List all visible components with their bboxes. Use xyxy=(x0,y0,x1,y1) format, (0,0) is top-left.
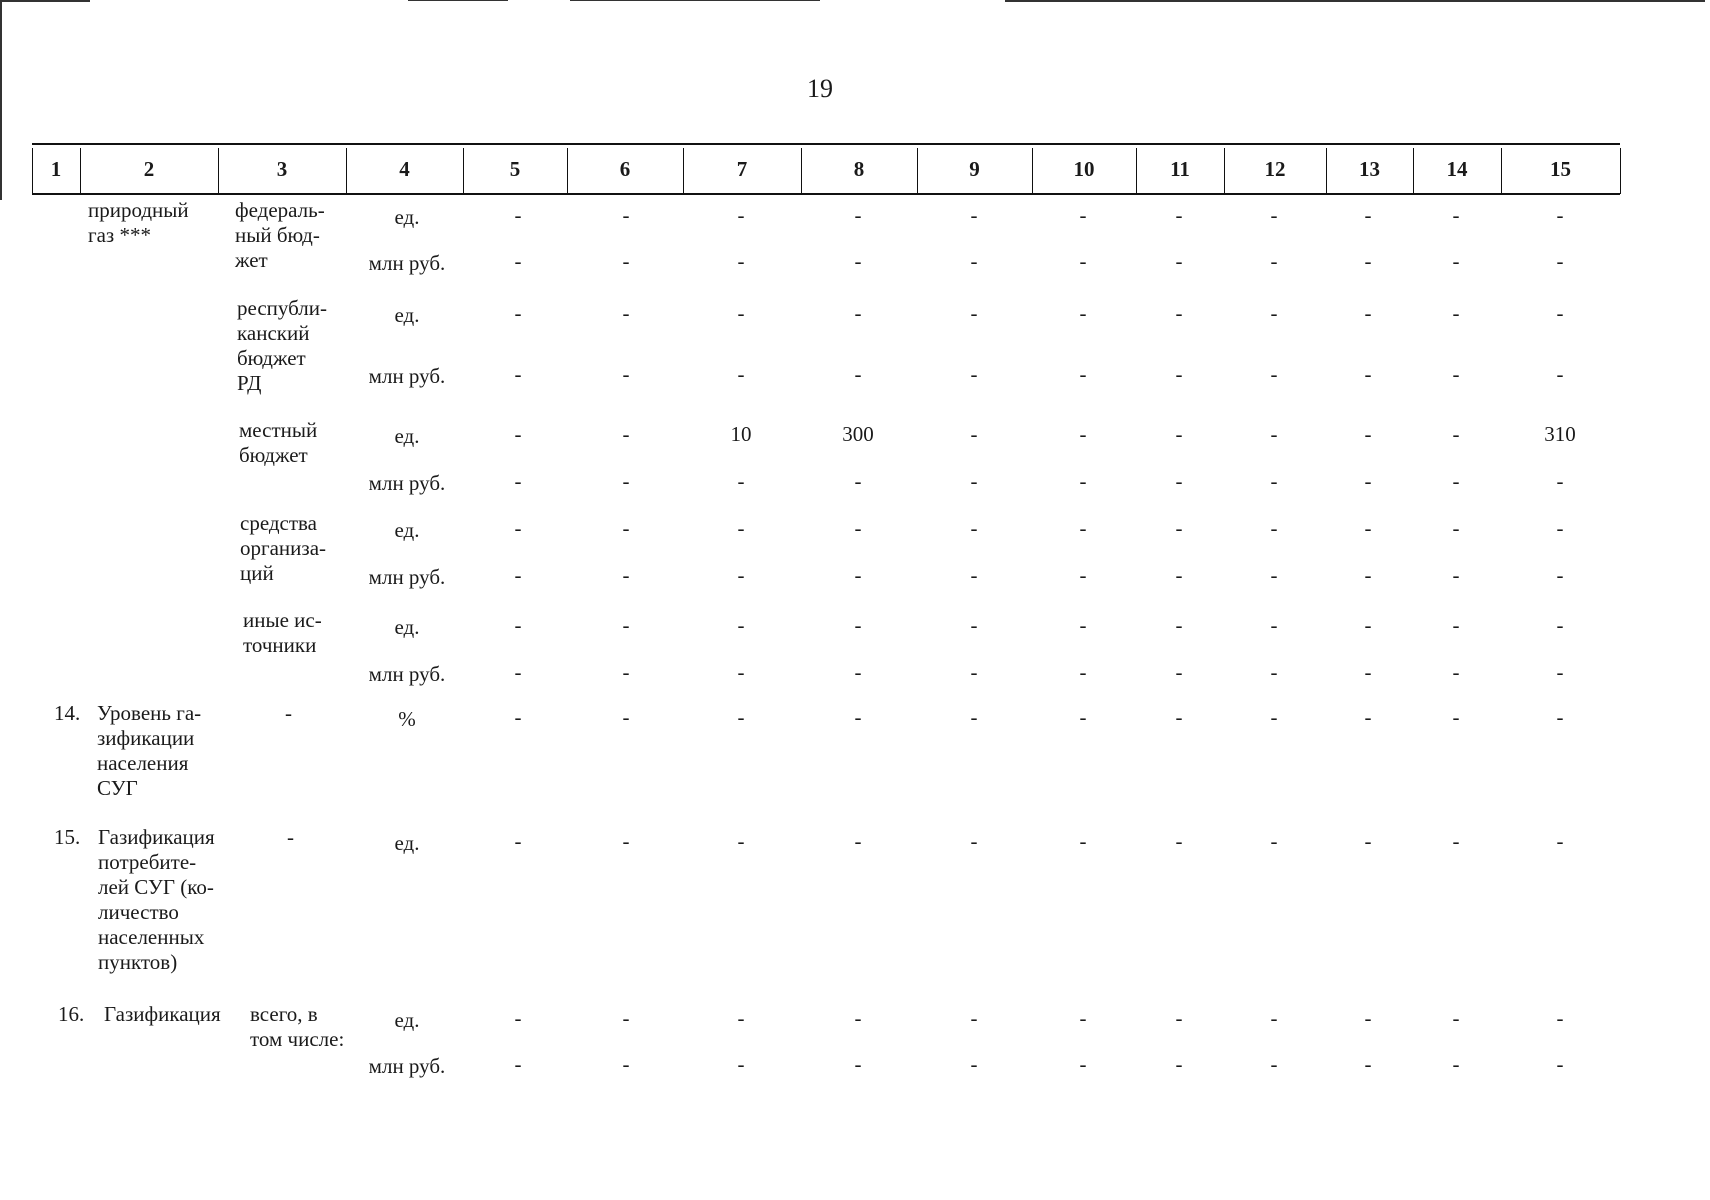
value-cell: - xyxy=(1270,660,1278,684)
value-cell: - xyxy=(1079,203,1087,227)
value-cell: - xyxy=(737,563,745,587)
value-cell: - xyxy=(622,422,630,446)
row15-number: 15. xyxy=(54,825,81,849)
unit-cell: ед. xyxy=(394,1008,420,1032)
value-cell: - xyxy=(514,1006,522,1030)
value-cell: - xyxy=(1079,563,1087,587)
republic-budget-label: республи- канский бюджет РД xyxy=(237,296,327,395)
header-cell-14: 14 xyxy=(1446,157,1468,181)
unit-cell: ед. xyxy=(394,518,420,542)
local-budget-label: местный бюджет xyxy=(239,418,318,467)
value-cell: - xyxy=(1079,422,1087,446)
header-cell-13: 13 xyxy=(1359,157,1380,181)
value-cell: - xyxy=(1270,705,1278,729)
row16-title: Газификация xyxy=(104,1002,221,1026)
value-cell: - xyxy=(1452,613,1460,637)
row14-title: Уровень га- зификации населения СУГ xyxy=(97,701,202,800)
value-cell: - xyxy=(737,516,745,540)
value-cell: - xyxy=(854,613,862,637)
value-cell: - xyxy=(622,660,630,684)
value-cell: - xyxy=(1079,1052,1087,1076)
value-cell: - xyxy=(514,249,522,273)
value-cell: - xyxy=(970,422,978,446)
value-cell: - xyxy=(1452,203,1460,227)
value-cell: - xyxy=(1270,249,1278,273)
row15-title: Газификация потребите- лей СУГ (ко- личество населенных пунктов) xyxy=(98,825,215,974)
row16-number: 16. xyxy=(58,1002,85,1026)
header-divider xyxy=(1620,148,1621,194)
header-cell-7: 7 xyxy=(736,157,748,181)
unit-cell: млн руб. xyxy=(368,364,446,388)
value-cell: - xyxy=(1175,203,1183,227)
value-cell: - xyxy=(854,1006,862,1030)
value-cell: - xyxy=(514,1052,522,1076)
scan-edge xyxy=(0,0,2,200)
value-cell: - xyxy=(1452,563,1460,587)
value-cell: - xyxy=(622,563,630,587)
value-cell: - xyxy=(1452,469,1460,493)
value-cell: - xyxy=(970,469,978,493)
value-cell: - xyxy=(1175,660,1183,684)
value-cell: - xyxy=(1270,301,1278,325)
unit-cell: % xyxy=(398,707,416,731)
value-cell: - xyxy=(737,613,745,637)
header-cell-1: 1 xyxy=(50,157,62,181)
value-cell: - xyxy=(1556,563,1564,587)
value-cell: - xyxy=(854,516,862,540)
value-cell: - xyxy=(970,563,978,587)
value-cell: - xyxy=(622,249,630,273)
row14-source: - xyxy=(285,701,292,725)
value-cell: - xyxy=(1079,249,1087,273)
header-cell-15: 15 xyxy=(1550,157,1571,181)
value-cell: - xyxy=(1452,829,1460,853)
unit-cell: млн руб. xyxy=(368,565,446,589)
value-cell: - xyxy=(1079,362,1087,386)
value-cell: - xyxy=(737,469,745,493)
scan-edge xyxy=(0,0,90,2)
value-cell: - xyxy=(1452,660,1460,684)
header-cell-9: 9 xyxy=(969,157,980,181)
value-cell: - xyxy=(854,660,862,684)
value-cell: - xyxy=(1364,1006,1372,1030)
value-cell: - xyxy=(514,469,522,493)
value-cell: - xyxy=(1364,469,1372,493)
value-cell: - xyxy=(854,249,862,273)
value-cell: - xyxy=(1452,705,1460,729)
value-cell: - xyxy=(1270,1006,1278,1030)
row15-source: - xyxy=(287,825,294,849)
value-cell: - xyxy=(737,203,745,227)
value-cell: - xyxy=(854,563,862,587)
value-cell: - xyxy=(737,1052,745,1076)
value-cell: - xyxy=(737,705,745,729)
value-cell: - xyxy=(1175,705,1183,729)
unit-cell: ед. xyxy=(394,831,420,855)
value-cell: - xyxy=(514,301,522,325)
value-cell: - xyxy=(970,301,978,325)
value-cell: - xyxy=(1175,613,1183,637)
value-cell: - xyxy=(514,422,522,446)
value-cell: - xyxy=(1175,469,1183,493)
value-cell: - xyxy=(1452,301,1460,325)
value-cell: - xyxy=(622,362,630,386)
value-cell: - xyxy=(1556,203,1564,227)
value-cell: - xyxy=(854,1052,862,1076)
value-cell: - xyxy=(1270,516,1278,540)
value-cell: - xyxy=(1364,1052,1372,1076)
value-cell: - xyxy=(1175,249,1183,273)
row16-source: всего, в том числе: xyxy=(250,1002,345,1051)
value-cell: - xyxy=(1175,829,1183,853)
value-cell: - xyxy=(1556,249,1564,273)
value-cell: - xyxy=(1452,422,1460,446)
value-cell: - xyxy=(1270,613,1278,637)
value-cell: - xyxy=(1364,422,1372,446)
value-cell: - xyxy=(1364,203,1372,227)
value-cell: - xyxy=(970,203,978,227)
value-cell: - xyxy=(737,829,745,853)
value-cell: - xyxy=(854,203,862,227)
value-cell: - xyxy=(1270,563,1278,587)
scan-edge xyxy=(1005,0,1705,2)
value-cell: - xyxy=(854,301,862,325)
value-cell: - xyxy=(1270,1052,1278,1076)
header-cell-3: 3 xyxy=(276,157,288,181)
value-cell: - xyxy=(970,516,978,540)
value-cell: - xyxy=(1452,1052,1460,1076)
value-cell: - xyxy=(970,1006,978,1030)
value-cell: - xyxy=(1556,469,1564,493)
value-cell: - xyxy=(1270,362,1278,386)
value-cell: - xyxy=(1079,660,1087,684)
natural-gas-label: природный газ *** xyxy=(88,198,189,247)
value-cell: 300 xyxy=(842,422,874,446)
value-cell: 310 xyxy=(1544,422,1576,446)
value-cell: - xyxy=(1079,1006,1087,1030)
value-cell: - xyxy=(1364,563,1372,587)
value-cell: - xyxy=(737,660,745,684)
value-cell: - xyxy=(622,1052,630,1076)
value-cell: - xyxy=(1079,516,1087,540)
header-cell-10: 10 xyxy=(1073,157,1095,181)
value-cell: - xyxy=(1175,1006,1183,1030)
value-cell: - xyxy=(622,705,630,729)
table-header-top-rule xyxy=(32,143,1620,145)
value-cell: - xyxy=(514,563,522,587)
value-cell: - xyxy=(514,362,522,386)
value-cell: - xyxy=(737,1006,745,1030)
value-cell: - xyxy=(1452,516,1460,540)
value-cell: - xyxy=(1364,301,1372,325)
header-cell-5: 5 xyxy=(509,157,521,181)
unit-cell: ед. xyxy=(394,424,420,448)
page-number: 19 xyxy=(807,74,833,103)
unit-cell: млн руб. xyxy=(368,662,446,686)
org-funds-label: средства организа- ций xyxy=(240,511,327,585)
value-cell: - xyxy=(1556,829,1564,853)
value-cell: - xyxy=(854,362,862,386)
header-cell-4: 4 xyxy=(399,157,410,181)
value-cell: - xyxy=(1556,705,1564,729)
value-cell: - xyxy=(970,829,978,853)
header-cell-8: 8 xyxy=(853,157,865,181)
value-cell: - xyxy=(854,705,862,729)
other-sources-label: иные ис- точники xyxy=(243,608,322,657)
value-cell: - xyxy=(970,660,978,684)
value-cell: - xyxy=(1452,362,1460,386)
unit-cell: ед. xyxy=(394,303,420,327)
value-cell: - xyxy=(1556,660,1564,684)
unit-cell: млн руб. xyxy=(368,1054,446,1078)
header-cell-11: 11 xyxy=(1170,157,1190,181)
table-header-bottom-rule xyxy=(32,193,1620,195)
value-cell: - xyxy=(1452,249,1460,273)
value-cell: - xyxy=(1364,705,1372,729)
unit-cell: млн руб. xyxy=(368,251,446,275)
value-cell: - xyxy=(1270,469,1278,493)
value-cell: - xyxy=(1079,301,1087,325)
value-cell: - xyxy=(514,203,522,227)
value-cell: - xyxy=(1175,563,1183,587)
value-cell: - xyxy=(514,829,522,853)
value-cell: - xyxy=(622,516,630,540)
value-cell: 10 xyxy=(730,422,752,446)
value-cell: - xyxy=(1079,469,1087,493)
value-cell: - xyxy=(1364,249,1372,273)
row14-number: 14. xyxy=(54,701,81,725)
value-cell: - xyxy=(622,829,630,853)
value-cell: - xyxy=(970,613,978,637)
value-cell: - xyxy=(622,469,630,493)
value-cell: - xyxy=(1270,829,1278,853)
value-cell: - xyxy=(1364,613,1372,637)
value-cell: - xyxy=(1175,301,1183,325)
value-cell: - xyxy=(1175,516,1183,540)
value-cell: - xyxy=(737,249,745,273)
value-cell: - xyxy=(622,613,630,637)
value-cell: - xyxy=(514,613,522,637)
value-cell: - xyxy=(514,705,522,729)
value-cell: - xyxy=(1556,516,1564,540)
value-cell: - xyxy=(1364,660,1372,684)
value-cell: - xyxy=(1079,705,1087,729)
value-cell: - xyxy=(622,301,630,325)
value-cell: - xyxy=(1175,422,1183,446)
value-cell: - xyxy=(514,660,522,684)
value-cell: - xyxy=(514,516,522,540)
value-cell: - xyxy=(1364,516,1372,540)
value-cell: - xyxy=(737,362,745,386)
value-cell: - xyxy=(970,1052,978,1076)
value-cell: - xyxy=(970,705,978,729)
federal-budget-label: федераль- ный бюд- жет xyxy=(235,198,325,272)
value-cell: - xyxy=(1079,613,1087,637)
value-cell: - xyxy=(970,362,978,386)
value-cell: - xyxy=(1556,1006,1564,1030)
value-cell: - xyxy=(1556,1052,1564,1076)
value-cell: - xyxy=(622,203,630,227)
value-cell: - xyxy=(1175,362,1183,386)
value-cell: - xyxy=(970,249,978,273)
value-cell: - xyxy=(854,829,862,853)
header-cell-12: 12 xyxy=(1264,157,1286,181)
value-cell: - xyxy=(1556,613,1564,637)
value-cell: - xyxy=(1270,422,1278,446)
value-cell: - xyxy=(737,301,745,325)
header-cell-2: 2 xyxy=(143,157,155,181)
scan-edge xyxy=(570,0,820,1)
unit-cell: млн руб. xyxy=(368,471,446,495)
value-cell: - xyxy=(1556,362,1564,386)
value-cell: - xyxy=(1364,829,1372,853)
header-cell-6: 6 xyxy=(619,157,631,181)
scan-edge xyxy=(408,0,508,1)
unit-cell: ед. xyxy=(394,615,420,639)
unit-cell: ед. xyxy=(394,205,420,229)
value-cell: - xyxy=(1452,1006,1460,1030)
value-cell: - xyxy=(1364,362,1372,386)
value-cell: - xyxy=(1175,1052,1183,1076)
value-cell: - xyxy=(622,1006,630,1030)
value-cell: - xyxy=(1270,203,1278,227)
value-cell: - xyxy=(1556,301,1564,325)
value-cell: - xyxy=(1079,829,1087,853)
value-cell: - xyxy=(854,469,862,493)
